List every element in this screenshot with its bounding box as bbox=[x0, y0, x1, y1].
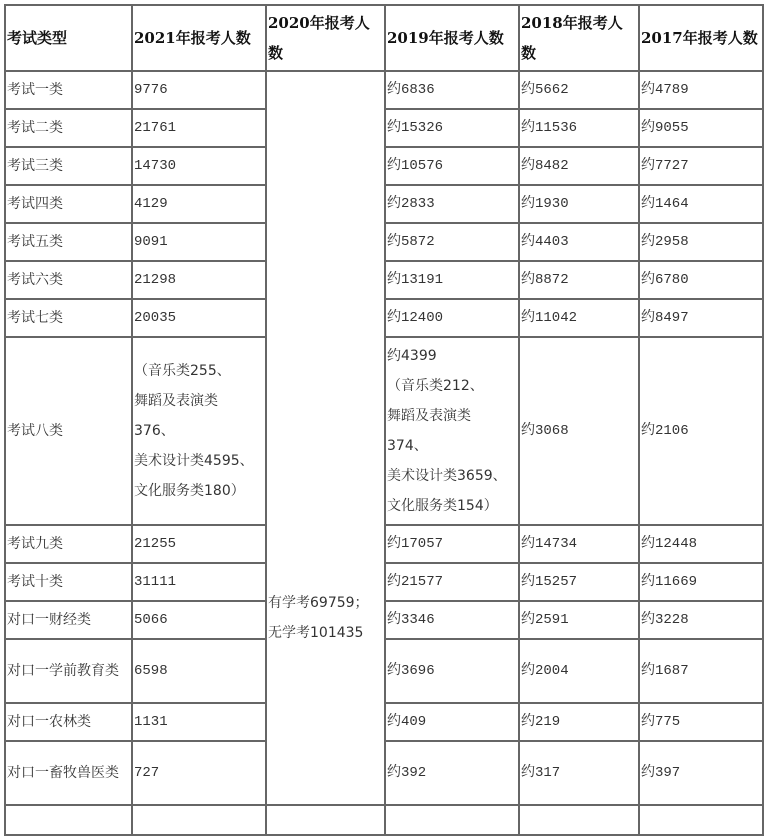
count-2017-cell: 约3228 bbox=[639, 601, 763, 639]
count-2018-cell: 约14734 bbox=[519, 525, 639, 563]
count-2019-cell: 约21577 bbox=[385, 563, 519, 601]
header-2018: 2018年报考人数 bbox=[519, 5, 639, 71]
exam-type-cell: 考试一类 bbox=[5, 71, 132, 109]
breakdown-line: 美术设计类4595、 bbox=[134, 453, 254, 469]
exam-type-cell: 考试六类 bbox=[5, 261, 132, 299]
count-2018-cell: 约219 bbox=[519, 703, 639, 741]
count-2017-cell: 约397 bbox=[639, 741, 763, 805]
exam-type-cell: 考试四类 bbox=[5, 185, 132, 223]
exam-type-cell: 考试三类 bbox=[5, 147, 132, 185]
count-2019-cell: 约17057 bbox=[385, 525, 519, 563]
empty-cell bbox=[266, 805, 385, 835]
breakdown-line: 舞蹈及表演类 bbox=[134, 393, 218, 409]
header-exam-type: 考试类型 bbox=[5, 5, 132, 71]
count-2018-cell: 约4403 bbox=[519, 223, 639, 261]
empty-cell bbox=[132, 805, 266, 835]
count-2018-cell: 约317 bbox=[519, 741, 639, 805]
breakdown-line: 美术设计类3659、 bbox=[387, 468, 507, 484]
count-2019-cell: 约2833 bbox=[385, 185, 519, 223]
count-2017-cell: 约8497 bbox=[639, 299, 763, 337]
count-2018-cell: 约11536 bbox=[519, 109, 639, 147]
exam-type-cell: 考试二类 bbox=[5, 109, 132, 147]
header-2020: 2020年报考人数 bbox=[266, 5, 385, 71]
count-2020-with-xuekao: 有学考69759； bbox=[268, 595, 369, 611]
header-2019: 2019年报考人数 bbox=[385, 5, 519, 71]
header-row bbox=[5, 5, 763, 71]
count-2018-cell: 约2004 bbox=[519, 639, 639, 703]
count-2019-cell: 约10576 bbox=[385, 147, 519, 185]
count-2018-cell: 约15257 bbox=[519, 563, 639, 601]
count-2017-cell: 约2106 bbox=[639, 337, 763, 525]
count-2021-cell: 1131 bbox=[132, 703, 266, 741]
count-2019-breakdown-cell bbox=[385, 337, 519, 525]
count-2018-cell: 约8482 bbox=[519, 147, 639, 185]
exam-type-cell: 对口一农林类 bbox=[5, 703, 132, 741]
breakdown-line: （音乐类212、 bbox=[387, 378, 484, 394]
empty-cell bbox=[5, 805, 132, 835]
exam-type-cell: 对口一财经类 bbox=[5, 601, 132, 639]
count-2019-cell: 约3346 bbox=[385, 601, 519, 639]
count-2021-cell: 14730 bbox=[132, 147, 266, 185]
count-2020-merged-cell bbox=[266, 71, 385, 805]
exam-type-cell: 对口一畜牧兽医类 bbox=[5, 741, 132, 805]
table-row-partial bbox=[5, 805, 763, 835]
breakdown-line: 文化服务类154） bbox=[387, 498, 498, 514]
header-2017: 2017年报考人数 bbox=[639, 5, 763, 71]
header-2021: 2021年报考人数 bbox=[132, 5, 266, 71]
count-2021-cell: 9776 bbox=[132, 71, 266, 109]
count-2017-cell: 约1464 bbox=[639, 185, 763, 223]
count-2021-cell: 6598 bbox=[132, 639, 266, 703]
count-2019-cell: 约12400 bbox=[385, 299, 519, 337]
exam-type-cell: 考试七类 bbox=[5, 299, 132, 337]
count-2021-cell: 20035 bbox=[132, 299, 266, 337]
count-2019-cell: 约392 bbox=[385, 741, 519, 805]
exam-type-cell: 考试八类 bbox=[5, 337, 132, 525]
empty-cell bbox=[639, 805, 763, 835]
count-2021-cell: 31111 bbox=[132, 563, 266, 601]
breakdown-line: （音乐类255、 bbox=[134, 363, 231, 379]
count-2019-cell: 约409 bbox=[385, 703, 519, 741]
count-2019-cell: 约5872 bbox=[385, 223, 519, 261]
breakdown-line: 舞蹈及表演类 bbox=[387, 408, 471, 424]
exam-type-cell: 考试五类 bbox=[5, 223, 132, 261]
breakdown-line: 约4399 bbox=[387, 348, 437, 364]
count-2017-cell: 约11669 bbox=[639, 563, 763, 601]
count-2018-cell: 约8872 bbox=[519, 261, 639, 299]
count-2019-cell: 约15326 bbox=[385, 109, 519, 147]
count-2018-cell: 约3068 bbox=[519, 337, 639, 525]
empty-cell bbox=[385, 805, 519, 835]
count-2017-cell: 约1687 bbox=[639, 639, 763, 703]
count-2018-cell: 约2591 bbox=[519, 601, 639, 639]
count-2017-cell: 约7727 bbox=[639, 147, 763, 185]
count-2018-cell: 约5662 bbox=[519, 71, 639, 109]
count-2017-cell: 约775 bbox=[639, 703, 763, 741]
count-2021-cell: 21298 bbox=[132, 261, 266, 299]
table-row bbox=[5, 71, 763, 109]
count-2021-cell: 727 bbox=[132, 741, 266, 805]
count-2021-cell: 21255 bbox=[132, 525, 266, 563]
count-2021-cell: 5066 bbox=[132, 601, 266, 639]
exam-applicants-table bbox=[4, 4, 764, 836]
empty-cell bbox=[519, 805, 639, 835]
count-2017-cell: 约2958 bbox=[639, 223, 763, 261]
exam-type-cell: 考试九类 bbox=[5, 525, 132, 563]
count-2021-breakdown-cell bbox=[132, 337, 266, 525]
count-2017-cell: 约9055 bbox=[639, 109, 763, 147]
count-2019-cell: 约13191 bbox=[385, 261, 519, 299]
count-2021-cell: 9091 bbox=[132, 223, 266, 261]
count-2019-cell: 约6836 bbox=[385, 71, 519, 109]
count-2017-cell: 约12448 bbox=[639, 525, 763, 563]
count-2020-without-xuekao: 无学考101435 bbox=[268, 625, 364, 641]
count-2017-cell: 约6780 bbox=[639, 261, 763, 299]
count-2021-cell: 4129 bbox=[132, 185, 266, 223]
count-2018-cell: 约11042 bbox=[519, 299, 639, 337]
count-2017-cell: 约4789 bbox=[639, 71, 763, 109]
exam-type-cell: 考试十类 bbox=[5, 563, 132, 601]
count-2018-cell: 约1930 bbox=[519, 185, 639, 223]
count-2021-cell: 21761 bbox=[132, 109, 266, 147]
breakdown-line: 376、 bbox=[134, 423, 175, 439]
exam-type-cell: 对口一学前教育类 bbox=[5, 639, 132, 703]
count-2019-cell: 约3696 bbox=[385, 639, 519, 703]
breakdown-line: 374、 bbox=[387, 438, 428, 454]
breakdown-line: 文化服务类180） bbox=[134, 483, 245, 499]
